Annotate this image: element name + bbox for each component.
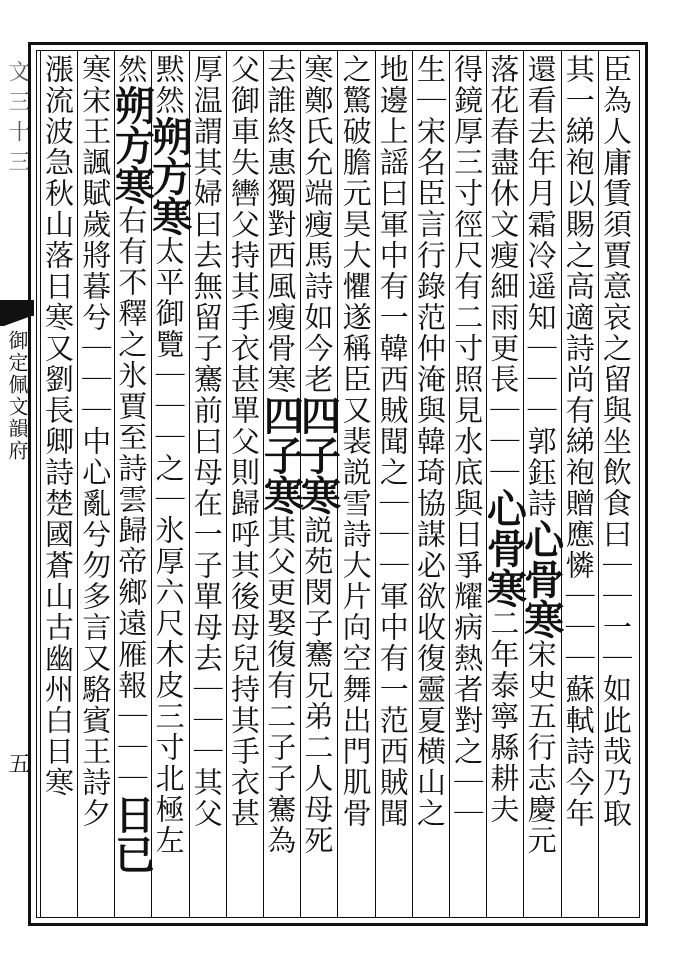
text-column [257, 54, 305, 914]
headword: 日已 [108, 794, 156, 874]
column-text: 地邊上謡曰軍中有一韓西賊聞之｜｜｜軍中有一范西賊聞 [375, 54, 410, 829]
margin-page-number: 五 [5, 752, 30, 774]
column-text: 宋史五行志慶元 [523, 639, 558, 856]
column-text: 漲流波急秋山落日寒又劉長卿詩楚國蒼山古幽州白日寒 [40, 54, 75, 798]
text-column [560, 54, 597, 914]
text-column [336, 54, 373, 914]
column-text: 右有不釋之氷賈至詩雲歸帝鄉遠雁報｜｜｜ [114, 205, 149, 794]
text-column [480, 54, 528, 914]
column-text: 其一綈袍以賜之高適詩尚有綈袍贈應憐｜｜｜蘇軾詩今年 [561, 54, 596, 829]
column-text: 落花春盡休文瘦細雨更長｜｜｜ [486, 54, 521, 488]
column-text: 厚温謂其婦曰去無留子騫前曰母在一子單母去｜｜｜其父 [189, 54, 224, 829]
column-text: 然 [114, 54, 149, 85]
column-text: 生｜宋名臣言行錄范仲淹與韓琦協謀必欲收復靈夏横山之 [412, 54, 447, 829]
text-column [597, 54, 634, 914]
text-column [108, 54, 156, 914]
text-column [225, 54, 262, 914]
headword: 四子寒 [294, 395, 342, 515]
column-text: 得鏡厚三寸徑尺有二寸照見水底與日爭耀病熱者對之｜｜ [450, 54, 485, 829]
column-text: 還看去年月霜冷遥知｜｜｜郭鈺詩 [523, 54, 558, 519]
column-text: 太平御覽｜｜｜之｜氷厚六尺木皮三寸北極左 [151, 236, 186, 856]
text-column [39, 54, 76, 914]
fishtail-notch [0, 316, 34, 326]
headword: 朔方寒 [108, 85, 156, 205]
column-text: 二年泰寧縣耕夫 [486, 608, 521, 825]
text-column [374, 54, 411, 914]
text-column [294, 54, 342, 914]
text-column [188, 54, 225, 914]
text-column [448, 54, 485, 914]
column-text: 寒鄭氏允端瘦馬詩如今老 [300, 54, 335, 395]
headword: 心骨寒 [517, 519, 565, 639]
column-text: 黙然 [151, 54, 186, 116]
column-text: 之驚破膽元昊大懼遂稱臣又裴説雪詩大片向空舞出門肌骨 [338, 54, 373, 829]
text-column [517, 54, 565, 914]
text-column [76, 54, 113, 914]
column-text: 宋王諷賦歲將暮兮｜｜｜中心亂兮勿多言又駱賓王詩夕 [78, 85, 113, 829]
headword: 心骨寒 [480, 488, 528, 608]
column-text: 臣為人庸賃須賈意哀之留與坐飲食曰｜｜一｜如此哉乃取 [598, 54, 633, 829]
headword: 四子寒 [257, 395, 305, 515]
text-column [145, 54, 193, 914]
margin-top-title: 文三十三 [5, 60, 30, 180]
column-text: 寒 [78, 54, 113, 85]
column-text: 父御車失轡父持其手衣甚單父則歸呼其後母兒持其手衣甚 [226, 54, 261, 829]
headword: 朔方寒 [145, 116, 193, 236]
text-column [411, 54, 448, 914]
column-text: 其父更娶復有二子子騫為 [263, 515, 298, 856]
column-text: 去誰終惠獨對西風瘦骨寒 [263, 54, 298, 395]
fishtail-mark [0, 300, 34, 316]
column-text: 説苑閔子騫兄弟二人母死 [300, 515, 335, 856]
margin-book-title: 御定佩文韻府 [5, 330, 29, 462]
